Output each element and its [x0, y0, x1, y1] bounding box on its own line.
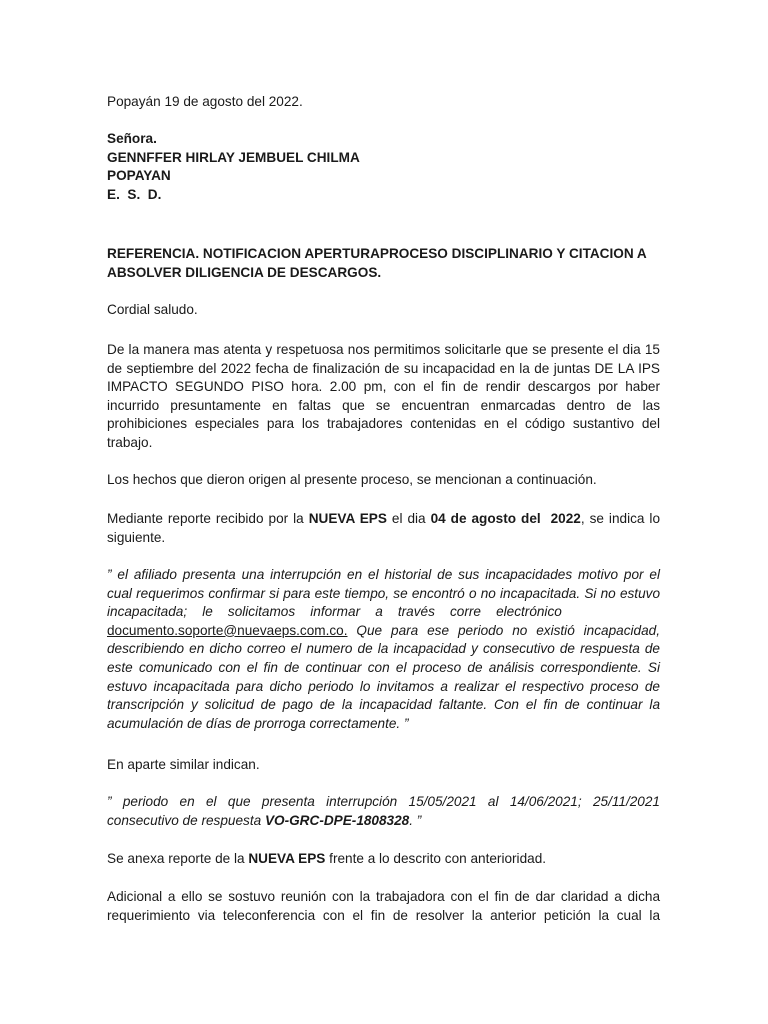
quote-line: estuvo incapacitada para dicho periodo lo invitamos a realizar el respectivo proceso de — [107, 678, 660, 694]
quote-line: incapacitada; le solicitamos informar a través corre electrónico — [107, 604, 562, 620]
email-link[interactable]: documento.soporte@nuevaeps.com.co. — [107, 622, 348, 638]
greeting: Cordial saludo. — [107, 302, 198, 317]
response-code: VO-GRC-DPE-1808328 — [264, 812, 410, 828]
quote-line: documento.soporte@nuevaeps.com.co. Que para ese periodo no existió incapacidad, — [107, 622, 660, 638]
quote-line: acumulación de días de prorroga correctamente. ” — [107, 715, 409, 731]
reference-line-2: ABSOLVER DILIGENCIA DE DESCARGOS. — [107, 264, 382, 280]
recipient-city: POPAYAN — [107, 168, 171, 184]
paragraph-line: de septiembre del 2022 fecha de finalización de su incapacidad en la de juntas DE LA IPS — [107, 360, 660, 376]
quote-line: ” el afiliado presenta una interrupción en el historial de sus incapacidades motivo por el — [107, 567, 660, 582]
reference-block — [107, 245, 660, 282]
paragraph-line: Adicional a ello se sostuvo reunión con la trabajadora con el fin de dar claridad a dicha — [107, 889, 660, 904]
paragraph-summons — [107, 341, 660, 453]
quote-line: consecutivo de respuesta VO-GRC-DPE-1808328. ” — [107, 812, 422, 828]
paragraph-facts-intro: Los hechos que dieron origen al presente proceso, se mencionan a continuación. — [107, 472, 597, 487]
quote-line: este comunicado con el fin de continuar con el proceso de análisis correspondiente. Si — [107, 659, 660, 675]
paragraph-line: prohibiciones especiales para los trabajadores contenidas en el código sustantivo del — [107, 416, 660, 432]
reference-line-1: REFERENCIA. NOTIFICACION APERTURAPROCESO DISCIPLINARIO Y CITACION A — [107, 246, 647, 261]
quote-line: ” periodo en el que presenta interrupción 15/05/2021 al 14/06/2021; 25/11/2021 — [107, 794, 660, 809]
paragraph-line: De la manera mas atenta y respetuosa nos permitimos solicitarle que se presente el dia 15 — [107, 342, 660, 357]
paragraph-similar: En aparte similar indican. — [107, 757, 260, 772]
paragraph-line: trabajo. — [107, 434, 153, 450]
paragraph-line: Mediante reporte recibido por la NUEVA EPS el dia 04 de agosto del 2022, se indica lo — [107, 511, 661, 526]
quote-line: cual requerimos confirmar si para este tiempo, se encontró o no incapacitada. Si no estuvo — [107, 585, 660, 601]
paragraph-annex: Se anexa reporte de la NUEVA EPS frente a lo descrito con anterioridad. — [107, 851, 547, 866]
quote-line: describiendo en dicho correo el numero de la incapacidad y consecutivo de respuesta de — [107, 641, 660, 657]
date-line: Popayán 19 de agosto del 2022. — [107, 94, 303, 109]
nueva-eps-label: NUEVA EPS — [308, 511, 387, 526]
paragraph-line: IMPACTO SEGUNDO PISO hora. 2.00 pm, con el fin de rendir descargos por haber — [107, 379, 660, 395]
recipient-esd: E. S. D. — [107, 186, 162, 202]
recipient-name: GENNFFER HIRLAY JEMBUEL CHILMA — [107, 149, 360, 165]
quote-eps-message — [107, 566, 660, 733]
paragraph-meeting — [107, 888, 660, 925]
report-date: 04 de agosto del 2022 — [430, 511, 581, 526]
paragraph-line: incurrido presuntamente en faltas que se encuentran enmarcadas dentro de las — [107, 397, 660, 413]
recipient-salutation: Señora. — [107, 131, 157, 146]
paragraph-line: siguiente. — [107, 529, 166, 545]
paragraph-report — [107, 510, 660, 547]
quote-interruption — [107, 793, 660, 830]
quote-line: transcripción y solicitud de pago de la incapacidad faltante. Con el fin de continuar la — [107, 697, 660, 713]
paragraph-line: requerimiento via teleconferencia con el fin de resolver la anterior petición la cual la — [107, 907, 660, 923]
recipient-block — [107, 130, 660, 204]
nueva-eps-label: NUEVA EPS — [248, 851, 326, 866]
